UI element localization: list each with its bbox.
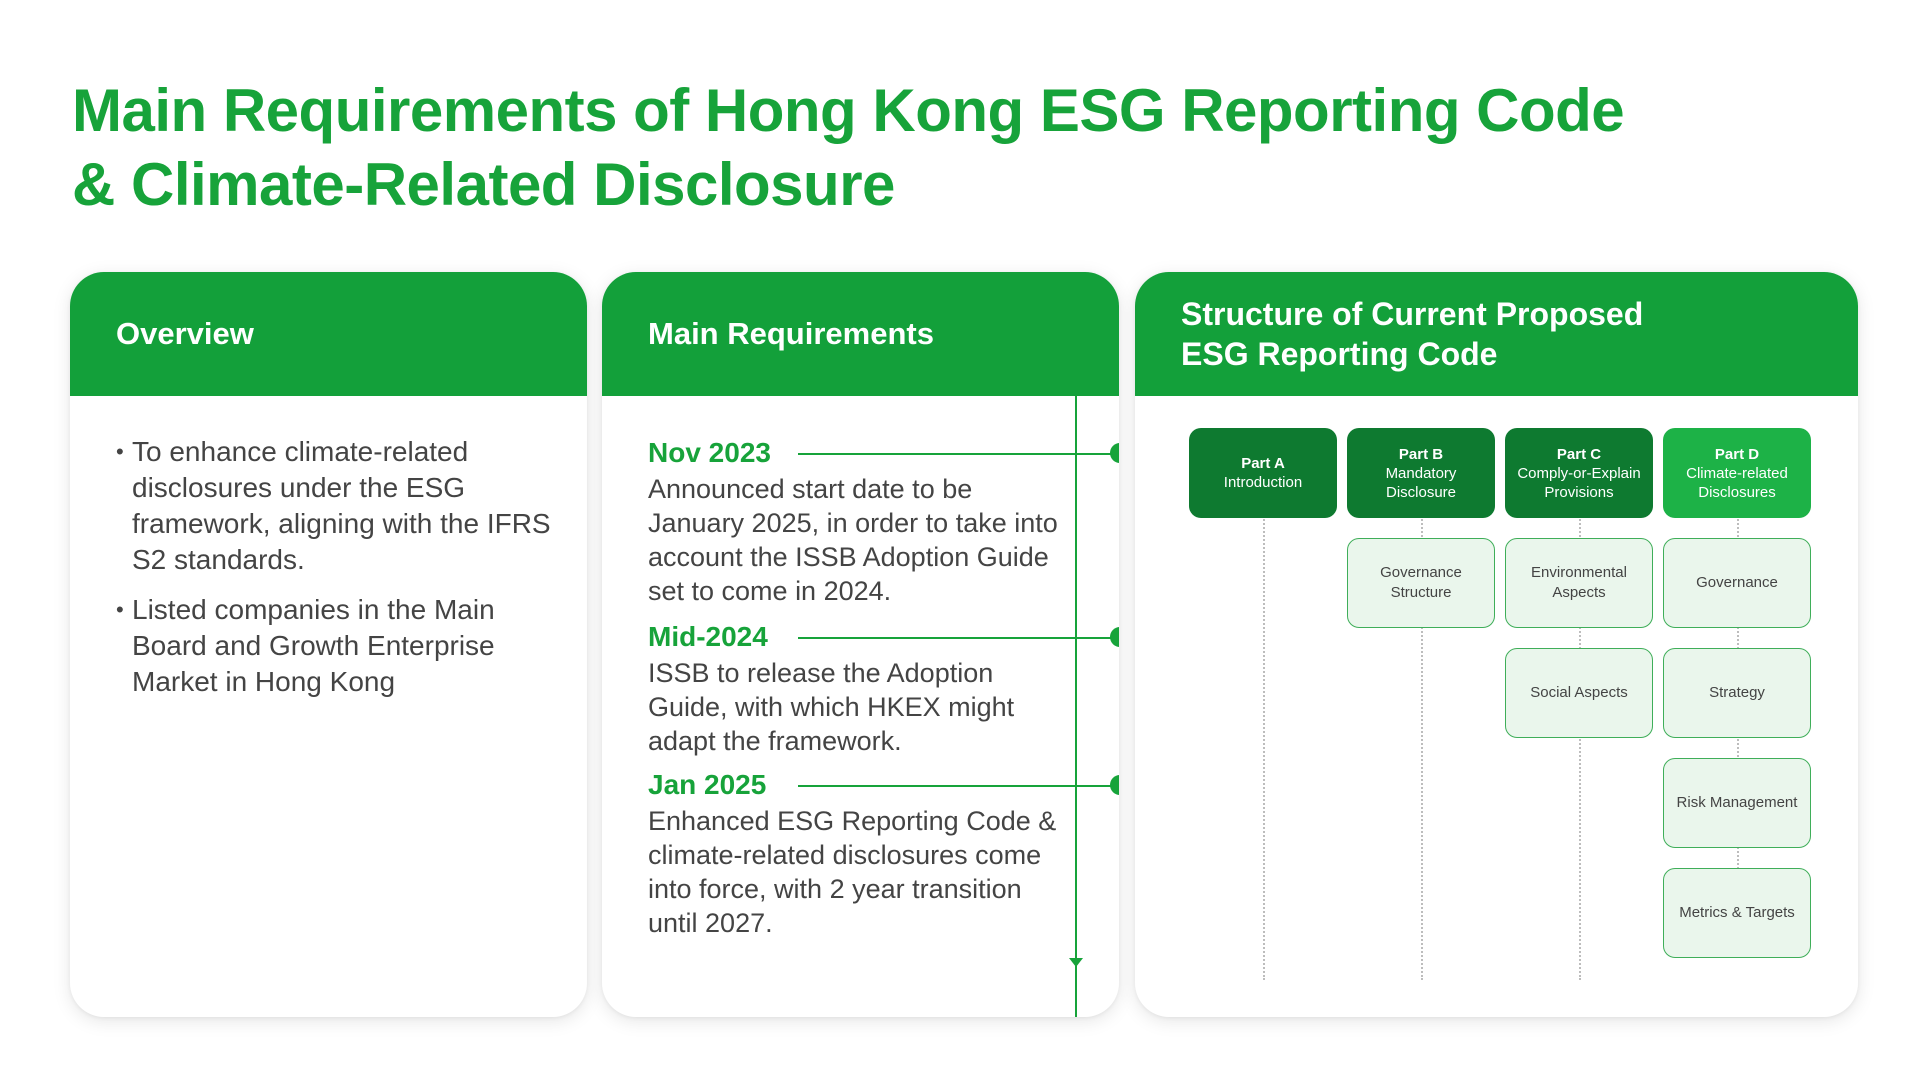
overview-bullet-1: • To enhance climate-related disclosures under the ESG framework, aligning with the IFRS S2 standards. [116, 434, 557, 578]
part-d-box [1663, 428, 1811, 518]
milestone-dot-icon [1110, 775, 1119, 795]
milestone-mid-2024 [648, 620, 1068, 758]
structure-diagram [1135, 396, 1858, 1017]
overview-list [70, 396, 587, 700]
part-d-desc: Climate-related Disclosures [1686, 464, 1788, 501]
part-a-name: Part A [1241, 455, 1285, 472]
part-b-name: Part B [1398, 445, 1444, 463]
part-c-desc: Comply-or-Explain Provisions [1517, 464, 1641, 501]
milestone-text: Announced start date to be January 2025, in order to take into account the ISSB Adoption Guide set to come in 2024. [648, 474, 1058, 606]
part-d-name: Part D [1714, 445, 1760, 463]
overview-heading: Overview [70, 272, 587, 396]
milestone-date: Mid-2024 [648, 621, 768, 652]
page-title [72, 74, 1772, 222]
milestone-dot-icon [1110, 443, 1119, 463]
item-governance-structure: Governance Structure [1347, 538, 1495, 628]
milestone-connector [798, 785, 1114, 787]
structure-heading-line-2: ESG Reporting Code [1181, 336, 1498, 372]
overview-bullet-2: • Listed companies in the Main Board and Growth Enterprise Market in Hong Kong [116, 592, 557, 700]
part-b-box [1347, 428, 1495, 518]
overview-card [70, 272, 587, 1017]
item-metrics-targets: Metrics & Targets [1663, 868, 1811, 958]
structure-heading-line-1: Structure of Current Proposed [1181, 296, 1644, 332]
milestone-connector [798, 637, 1114, 639]
item-strategy: Strategy [1663, 648, 1811, 738]
item-environmental-aspects: Environmental Aspects [1505, 538, 1653, 628]
part-c-name: Part C [1556, 445, 1602, 463]
timeline-arrow-icon [1069, 958, 1083, 967]
title-line-1: Main Requirements of Hong Kong ESG Reporting Code [72, 77, 1625, 144]
part-c-box [1505, 428, 1653, 518]
title-line-2: & Climate-Related Disclosure [72, 151, 895, 218]
part-a-box [1189, 428, 1337, 518]
item-social-aspects: Social Aspects [1505, 648, 1653, 738]
milestone-text: ISSB to release the Adoption Guide, with which HKEX might adapt the framework. [648, 658, 1015, 756]
requirements-heading: Main Requirements [602, 272, 1119, 396]
milestone-connector [798, 453, 1114, 455]
item-governance: Governance [1663, 538, 1811, 628]
part-a-desc: Introduction [1223, 474, 1303, 491]
requirements-card [602, 272, 1119, 1017]
part-a-guide-line [1263, 516, 1265, 980]
part-b-desc: Mandatory Disclosure [1385, 464, 1457, 501]
milestone-date: Jan 2025 [648, 769, 767, 800]
structure-card [1135, 272, 1858, 1017]
milestone-text: Enhanced ESG Reporting Code & climate-related disclosures come into force, with 2 year transition until 2027. [648, 806, 1057, 938]
timeline-line [1075, 396, 1077, 1017]
milestone-date: Nov 2023 [648, 437, 771, 468]
structure-heading [1135, 272, 1858, 396]
milestone-nov-2023 [648, 436, 1068, 608]
item-risk-management: Risk Management [1663, 758, 1811, 848]
milestone-dot-icon [1110, 627, 1119, 647]
milestone-jan-2025 [648, 768, 1068, 940]
